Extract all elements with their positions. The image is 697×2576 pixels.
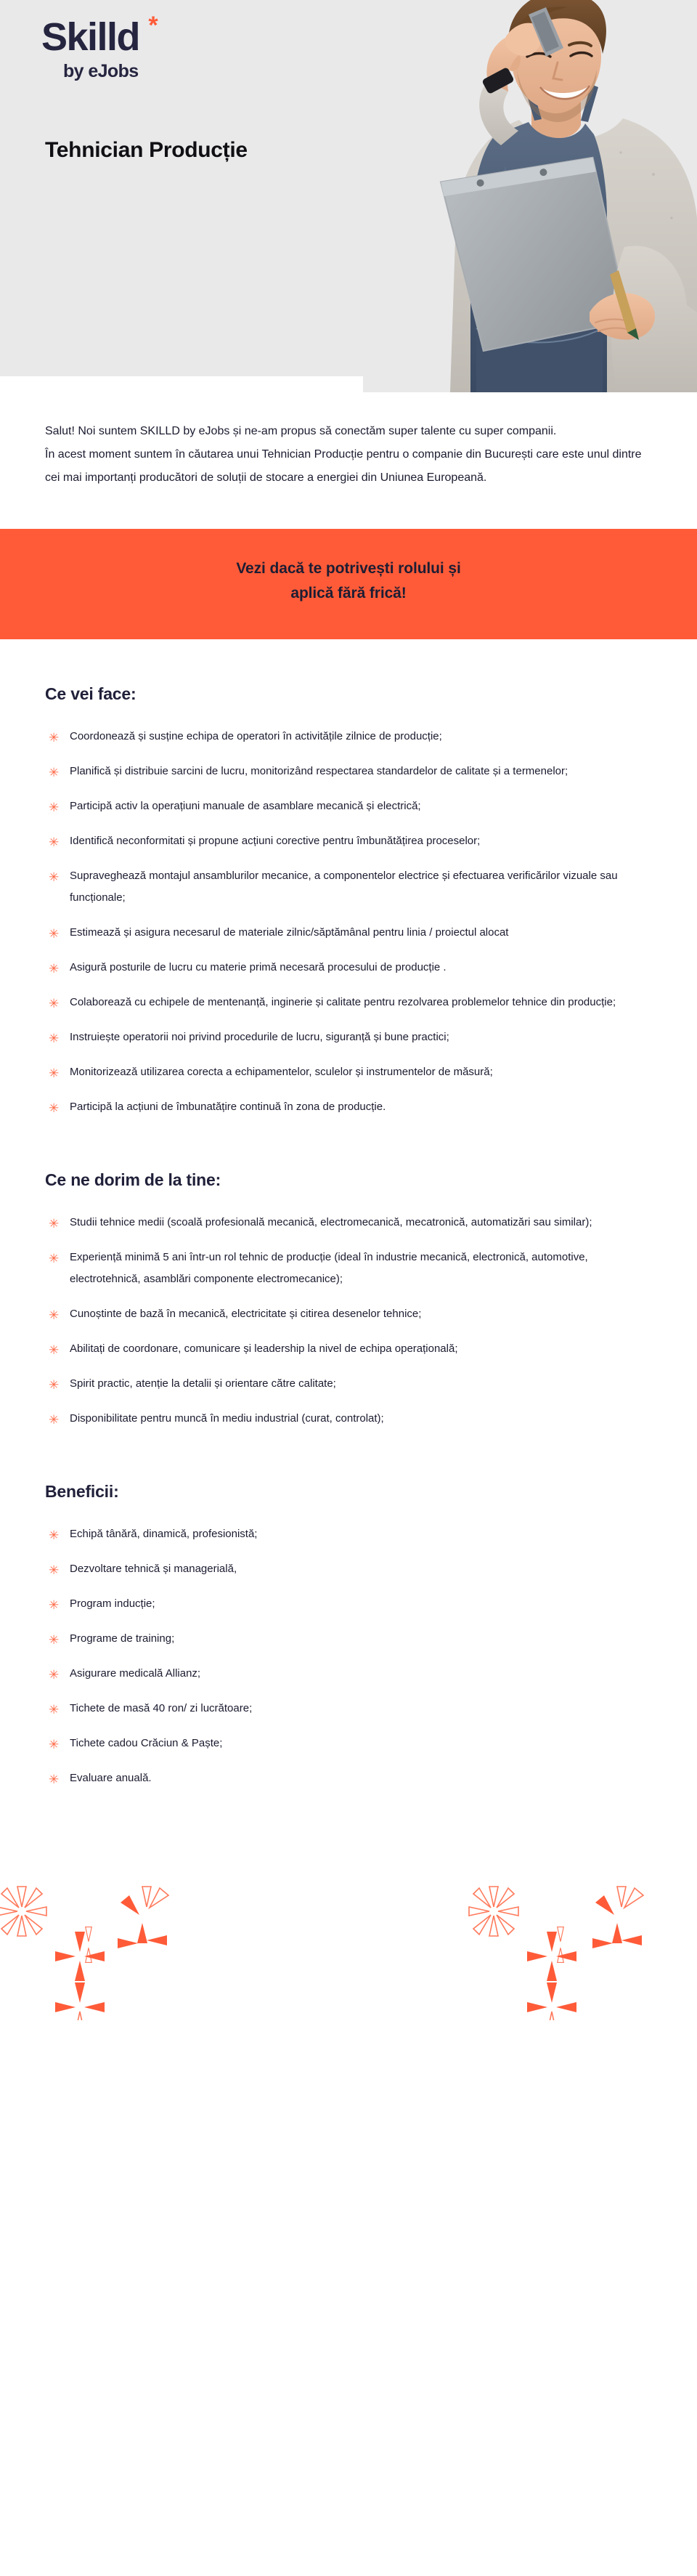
- asterisk-bullet-icon: ✳: [49, 801, 60, 815]
- list-item: [45, 830, 652, 852]
- list-item-text: Asigură posturile de lucru cu materie primă necesară procesului de producție .: [70, 961, 447, 974]
- list-item-text: Instruiește operatorii noi privind procedurile de lucru, siguranță și bune practici;: [70, 1031, 449, 1044]
- list-item: [45, 1593, 652, 1615]
- asterisk-bullet-icon: ✳: [49, 1343, 60, 1358]
- asterisk-bullet-icon: ✳: [49, 1528, 60, 1543]
- asterisk-bullet-icon: ✳: [49, 1738, 60, 1752]
- asterisk-bullet-icon: ✳: [49, 1101, 60, 1116]
- section-title: Ce ne dorim de la tine:: [45, 1170, 221, 1190]
- list-item: [45, 1338, 652, 1360]
- asterisk-bullet-icon: ✳: [49, 1066, 60, 1081]
- list-item: [45, 992, 652, 1013]
- section-title: Ce vei face:: [45, 684, 136, 704]
- starburst-cluster-right: [436, 1802, 697, 2020]
- page-title: Tehnician Producție: [45, 138, 248, 162]
- asterisk-bullet-icon: ✳: [49, 731, 60, 745]
- list-item-text: Abilitați de coordonare, comunicare și leadership la nivel de echipa operațională;: [70, 1342, 458, 1356]
- list-item-text: Studii tehnice medii (scoală profesională mecanică, electromecanică, mecatronică, automatizări sau similar);: [70, 1216, 592, 1229]
- list-item: [45, 795, 652, 817]
- asterisk-bullet-icon: ✳: [49, 1032, 60, 1046]
- list-item-text: Evaluare anuală.: [70, 1772, 152, 1785]
- section-spacer: [0, 1131, 697, 1170]
- brand-logo[interactable]: [41, 12, 208, 82]
- section-responsibilities: [0, 639, 697, 1118]
- asterisk-bullet-icon: ✳: [49, 1308, 60, 1323]
- list-item: [45, 1663, 652, 1685]
- list-item: [45, 1408, 652, 1430]
- section-title: Beneficii:: [45, 1482, 119, 1502]
- asterisk-bullet-icon: ✳: [49, 1633, 60, 1648]
- asterisk-bullet-icon: ✳: [49, 1252, 60, 1266]
- cta-banner: [0, 529, 697, 639]
- list-item-text: Participă la acțiuni de îmbunatățire continuă în zona de producție.: [70, 1101, 386, 1114]
- section-benefits: [0, 1482, 697, 1789]
- cta-line-1: Vezi dacă te potrivești rolului și: [236, 560, 461, 577]
- list-item-text: Monitorizează utilizarea corecta a echipamentelor, sculelor și instrumentelor de măsură;: [70, 1066, 493, 1079]
- requirements-list: [45, 1212, 652, 1430]
- asterisk-icon: *: [148, 12, 158, 39]
- intro-line-1: Salut! Noi suntem SKILLD by eJobs și ne-am propus să conectăm super talente cu super companii.: [45, 425, 557, 437]
- asterisk-bullet-icon: ✳: [49, 766, 60, 780]
- list-item-text: Colaborează cu echipele de mentenanță, inginerie și calitate pentru rezolvarea problemelor tehnice din producție;: [70, 996, 616, 1009]
- hero-header: [0, 0, 697, 376]
- list-item: [45, 1558, 652, 1580]
- list-item: [45, 1628, 652, 1650]
- logo-word-text: Skilld: [41, 15, 140, 59]
- responsibilities-list: [45, 726, 652, 1118]
- asterisk-bullet-icon: ✳: [49, 997, 60, 1011]
- list-item: [45, 1733, 652, 1754]
- asterisk-bullet-icon: ✳: [49, 1563, 60, 1578]
- list-item-text: Asigurare medicală Allianz;: [70, 1667, 201, 1680]
- list-item-text: Participă activ la operațiuni manuale de asamblare mecanică și electrică;: [70, 800, 421, 813]
- asterisk-bullet-icon: ✳: [49, 870, 60, 885]
- list-item: [45, 1303, 652, 1325]
- intro-line-2: În acest moment suntem în căutarea unui Tehnician Producție pentru o companie din București care este unul dintre cei mai importanți producători de soluții de stocare a energiei din Uniunea Europeană.: [45, 448, 642, 484]
- asterisk-bullet-icon: ✳: [49, 1217, 60, 1231]
- intro-block: [0, 376, 697, 490]
- list-item-text: Experiență minimă 5 ani într-un rol tehnic de producție (ideal în industrie mecanică, electronică, automotive, electrotehnică, asamblări componente electromecanice);: [70, 1251, 588, 1286]
- asterisk-bullet-icon: ✳: [49, 835, 60, 850]
- list-item: [45, 957, 652, 979]
- list-item-text: Estimează și asigura necesarul de materiale zilnic/săptămânal pentru linia / proiectul alocat: [70, 926, 509, 939]
- list-item-text: Echipă tânără, dinamică, profesionistă;: [70, 1528, 258, 1541]
- cta-line-2: aplică fără frică!: [290, 585, 407, 602]
- section-spacer: [0, 1443, 697, 1482]
- list-item: [45, 922, 652, 944]
- list-item: [45, 761, 652, 782]
- list-item: [45, 1061, 652, 1083]
- list-item: [45, 865, 652, 909]
- list-item-text: Spirit practic, atenție la detalii și orientare către calitate;: [70, 1377, 336, 1390]
- list-item: [45, 1096, 652, 1118]
- starburst-cluster-left: [0, 1802, 218, 2020]
- asterisk-bullet-icon: ✳: [49, 1773, 60, 1787]
- list-item-text: Disponibilitate pentru muncă în mediu industrial (curat, controlat);: [70, 1412, 384, 1425]
- list-item-text: Programe de training;: [70, 1632, 175, 1645]
- hero-photo-worker: [363, 0, 697, 392]
- section-requirements: [0, 1170, 697, 1430]
- asterisk-bullet-icon: ✳: [49, 962, 60, 976]
- asterisk-bullet-icon: ✳: [49, 1413, 60, 1427]
- logo-subtitle: by eJobs: [63, 61, 139, 81]
- list-item: [45, 1523, 652, 1545]
- asterisk-bullet-icon: ✳: [49, 927, 60, 941]
- list-item: [45, 1212, 652, 1234]
- list-item: [45, 1698, 652, 1720]
- page-content: [0, 376, 697, 2020]
- list-item-text: Program inducție;: [70, 1597, 155, 1611]
- asterisk-bullet-icon: ✳: [49, 1378, 60, 1393]
- list-item: [45, 1373, 652, 1395]
- footer-decoration: [0, 1802, 697, 2020]
- list-item: [45, 1026, 652, 1048]
- list-item-text: Tichete de masă 40 ron/ zi lucrătoare;: [70, 1702, 253, 1715]
- list-item-text: Tichete cadou Crăciun & Paște;: [70, 1737, 223, 1750]
- list-item-text: Planifică și distribuie sarcini de lucru, monitorizând respectarea standardelor de calitate și a termenelor;: [70, 765, 568, 778]
- list-item: [45, 726, 652, 748]
- benefits-list: [45, 1523, 652, 1789]
- list-item-text: Cunoștinte de bază în mecanică, electricitate și citirea desenelor tehnice;: [70, 1308, 422, 1321]
- list-item: [45, 1247, 652, 1290]
- list-item-text: Dezvoltare tehnică și managerială,: [70, 1563, 237, 1576]
- list-item: [45, 1767, 652, 1789]
- asterisk-bullet-icon: ✳: [49, 1668, 60, 1682]
- asterisk-bullet-icon: ✳: [49, 1703, 60, 1717]
- list-item-text: Supraveghează montajul ansamblurilor mecanice, a componentelor electrice și efectuarea verificărilor vizuale sau funcționale;: [70, 870, 618, 904]
- asterisk-bullet-icon: ✳: [49, 1598, 60, 1613]
- logo-wordmark: [41, 12, 158, 59]
- list-item-text: Coordonează și susține echipa de operatori în activitățile zilnice de producție;: [70, 730, 442, 743]
- list-item-text: Identifică neconformitati și propune acțiuni corective pentru îmbunătățirea proceselor;: [70, 835, 481, 848]
